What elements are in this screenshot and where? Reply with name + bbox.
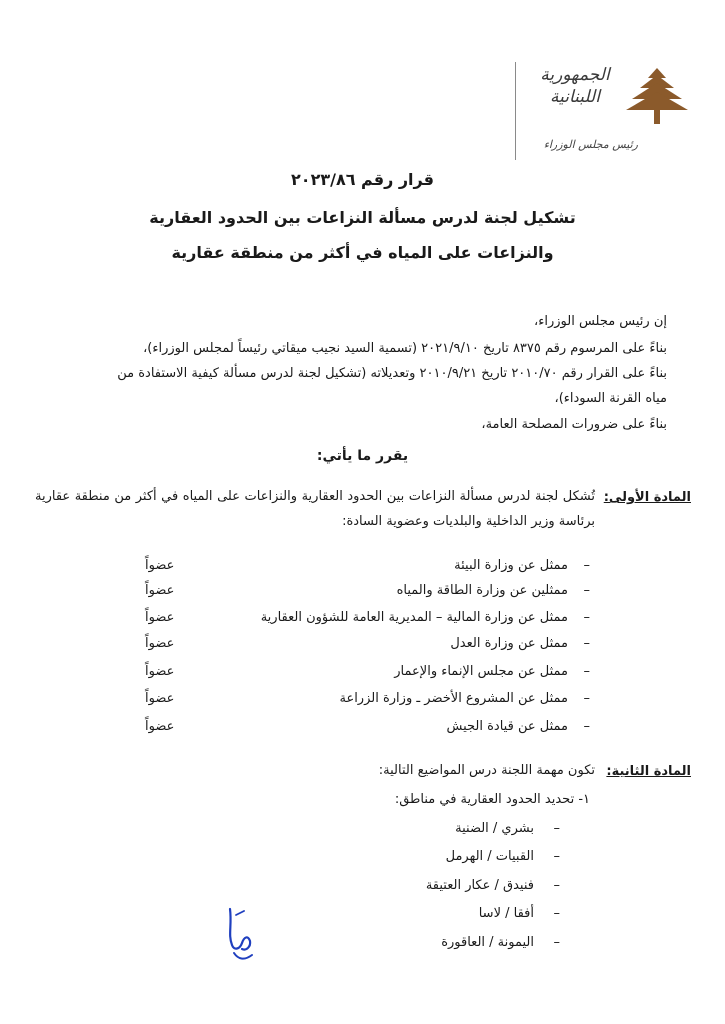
region-text: اليمونة / العاقورة (441, 935, 534, 950)
article2-body: تكون مهمة اللجنة درس المواضيع التالية: (378, 763, 595, 778)
member-role: عضواً (145, 558, 175, 573)
region-dash: – (553, 878, 560, 893)
region-text: فنيدق / عكار العتيقة (425, 878, 534, 893)
emblem-title-line2: اللبنانية (550, 87, 600, 107)
preamble-line: بناءً على ضرورات المصلحة العامة، (481, 417, 667, 432)
title-line1: تشكيل لجنة لدرس مسألة النزاعات بين الحدود العقارية (149, 208, 576, 227)
region-text: القبيات / الهرمل (445, 849, 534, 864)
member-row (145, 664, 590, 684)
member-dash: – (583, 558, 590, 573)
region-row (426, 878, 560, 893)
region-dash: – (553, 935, 560, 950)
member-text: ممثل عن وزارة البيئة (454, 558, 568, 573)
member-text: ممثل عن المشروع الأخضر ـ وزارة الزراعة (339, 691, 568, 706)
member-dash: – (583, 583, 590, 598)
member-role: عضواً (145, 583, 175, 598)
member-role: عضواً (145, 636, 175, 651)
region-dash: – (553, 821, 560, 836)
member-row (145, 583, 590, 603)
cedar-emblem-icon (622, 66, 692, 128)
emblem-title (528, 64, 622, 108)
member-row (145, 636, 590, 656)
member-dash: – (583, 664, 590, 679)
member-dash: – (583, 636, 590, 651)
region-text: أفقا / لاسا (478, 906, 534, 921)
member-text: ممثل عن قيادة الجيش (446, 719, 568, 734)
member-role: عضواً (145, 719, 175, 734)
region-row (441, 935, 560, 950)
member-row (145, 719, 590, 739)
article2-item1: ١- تحديد الحدود العقارية في مناطق: (394, 792, 590, 807)
article1-body: تُشكل لجنة لدرس مسألة النزاعات بين الحدود العقارية والنزاعات على المياه في أكثر من منطقة عقارية برئاسة وزير الداخلية والبلديات وعضوية السادة: (35, 489, 595, 529)
member-dash: – (583, 719, 590, 734)
handwritten-signature (222, 905, 258, 967)
member-row (145, 691, 590, 711)
member-text: ممثل عن وزارة المالية – المديرية العامة للشؤون العقارية (260, 610, 568, 625)
region-dash: – (553, 849, 560, 864)
article1-label: المادة الأولى: (603, 490, 691, 505)
member-role: عضواً (145, 691, 175, 706)
preamble-line: بناءً على القرار رقم ٢٠١٠/٧٠ تاريخ ٢٠١٠/٩/٢١ وتعديلاته (تشكيل لجنة لدرس مسألة كيفية الاستفادة من (117, 366, 667, 381)
region-row (446, 849, 560, 864)
article2-label: المادة الثانية: (606, 764, 691, 779)
member-dash: – (583, 691, 590, 706)
region-row (455, 821, 560, 836)
member-dash: – (583, 610, 590, 625)
member-row (145, 558, 590, 578)
preamble-line: إن رئيس مجلس الوزراء، (534, 314, 667, 329)
member-role: عضواً (145, 610, 175, 625)
region-text: بشري / الضنية (455, 821, 534, 836)
member-text: ممثلين عن وزارة الطاقة والمياه (396, 583, 568, 598)
member-text: ممثل عن وزارة العدل (450, 636, 568, 651)
emblem-title-line1: الجمهورية (540, 65, 610, 85)
member-role: عضواً (145, 664, 175, 679)
preamble-line: مياه القرنة السوداء)، (554, 391, 667, 406)
preamble-line: بناءً على المرسوم رقم ٨٣٧٥ تاريخ ٢٠٢١/٩/١٠ (تسمية السيد نجيب ميقاتي رئيساً لمجلس الوزراء)، (143, 341, 667, 356)
region-dash: – (553, 906, 560, 921)
emblem-subtitle: رئيس مجلس الوزراء (543, 138, 638, 151)
member-row (145, 610, 590, 630)
member-text: ممثل عن مجلس الإنماء والإعمار (394, 664, 568, 679)
decision-number: قرار رقم ٢٠٢٣/٨٦ (291, 170, 434, 189)
decides-heading: يقرر ما يأتي: (316, 448, 409, 464)
emblem-divider (515, 62, 516, 160)
title-line2: والنزاعات على المياه في أكثر من منطقة عقارية (171, 243, 554, 262)
region-row (479, 906, 560, 921)
